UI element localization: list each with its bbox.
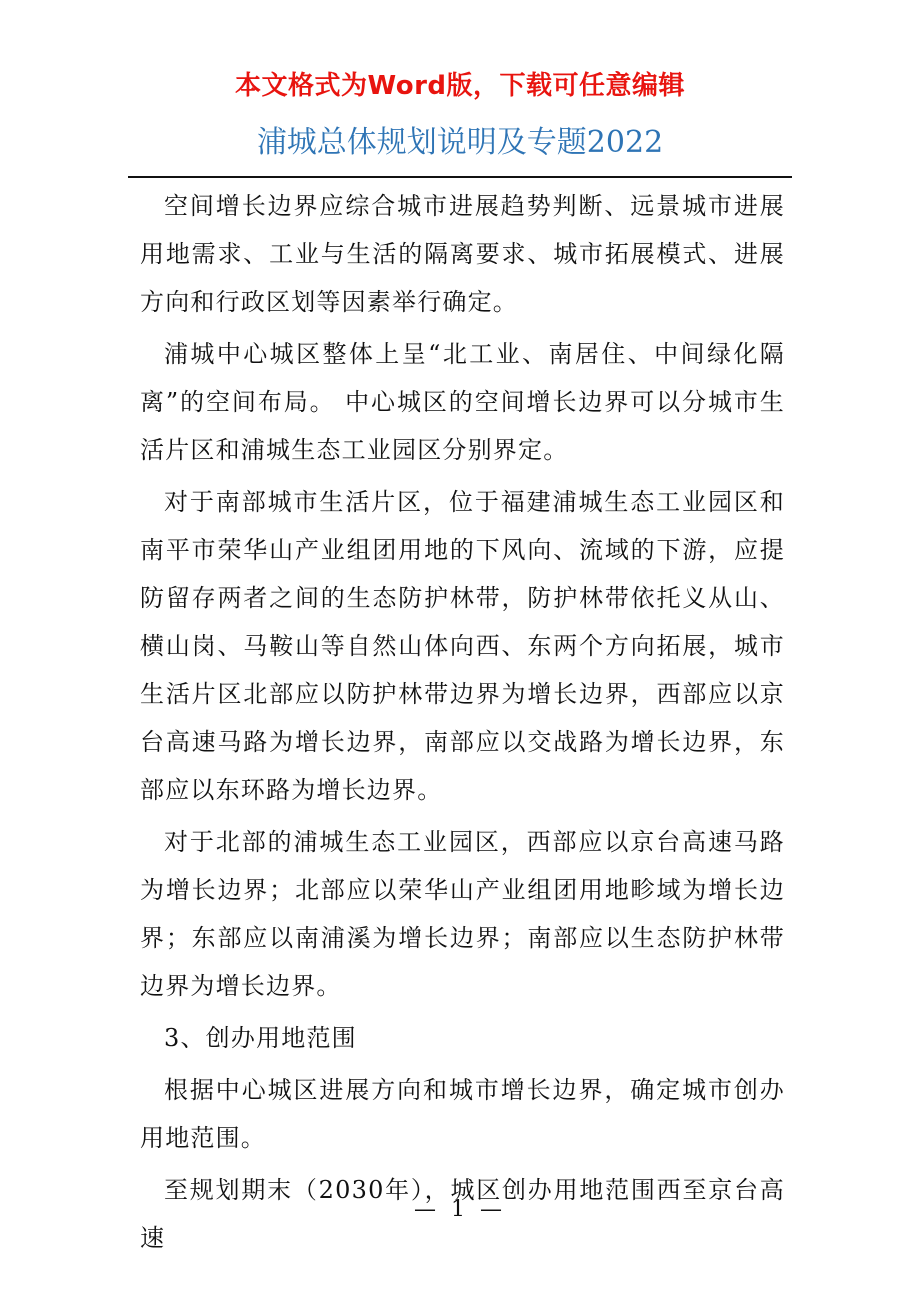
document-body (140, 182, 785, 1266)
paragraph: 至规划期末（2030年），城区创办用地范围西至京台高速 (140, 1176, 785, 1252)
paragraph: 空间增长边界应综合城市进展趋势判断、远景城市进展用地需求、工业与生活的隔离要求、城市拓展模式、进展方向和行政区划等因素举行确定。 (140, 192, 785, 316)
paragraph: 浦城中心城区整体上呈“北工业、南居住、中间绿化隔离”的空间布局。 中心城区的空间增长边界可以分城市生活片区和浦城生态工业园区分别界定。 (140, 340, 785, 464)
paragraph: 对于北部的浦城生态工业园区，西部应以京台高速马路为增长边界；北部应以荣华山产业组团用地畛域为增长边界；东部应以南浦溪为增长边界；南部应以生态防护林带边界为增长边界。 (140, 828, 785, 1000)
format-banner: 本文格式为Word版，下载可任意编辑 (234, 71, 686, 101)
paragraph: 对于南部城市生活片区，位于福建浦城生态工业园区和南平市荣华山产业组团用地的下风向、流域的下游，应提防留存两者之间的生态防护林带，防护林带依托义从山、横山岗、马鞍山等自然山体向西、东两个方向拓展，城市生活片区北部应以防护林带边界为增长边界，西部应以京台高速马路为增长边界，南部应以交战路为增长边界，东部应以东环路为增长边界。 (140, 488, 785, 804)
paragraph: 根据中心城区进展方向和城市增长边界，确定城市创办用地范围。 (140, 1076, 785, 1152)
document-title: 浦城总体规划说明及专题2022 (256, 125, 664, 160)
title-divider (128, 176, 792, 178)
page-number: — 1 — (414, 1197, 506, 1222)
section-heading: 3、创办用地范围 (164, 1024, 357, 1052)
